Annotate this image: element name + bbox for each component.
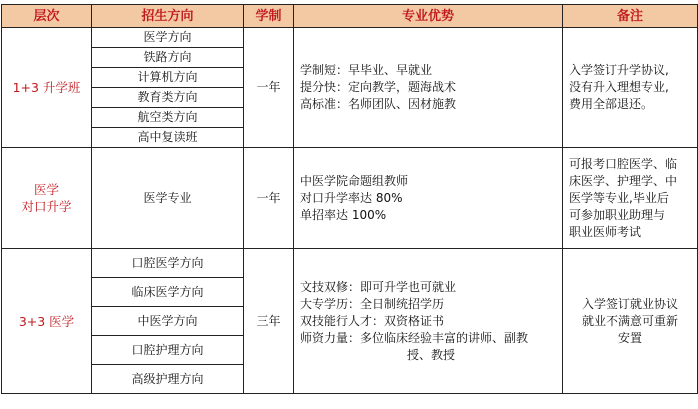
advantages-cell	[294, 249, 563, 394]
direction-cell: 计算机方向	[92, 68, 244, 88]
level-line: 对口升学	[21, 199, 72, 214]
notes-cell	[563, 148, 698, 249]
header-row	[2, 5, 698, 28]
note-line: 没有升入理想专业,	[569, 80, 669, 94]
level-cell: 1+3 升学班	[2, 28, 92, 148]
advantage-line: 中医学院命题组教师	[300, 173, 409, 188]
level-line: 医学	[33, 182, 59, 197]
direction-cell: 口腔护理方向	[92, 336, 244, 365]
direction-cell: 医学专业	[92, 148, 244, 249]
advantage-line: 对口升学率达 80%	[300, 190, 403, 205]
duration-cell: 一年	[244, 148, 294, 249]
direction-cell: 铁路方向	[92, 48, 244, 68]
note-line: 可报考口腔医学、临	[569, 156, 678, 171]
advantage-line: 双技能行人才：双资格证书	[300, 313, 445, 328]
direction-cell: 医学方向	[92, 28, 244, 48]
header-advantages: 专业优势	[294, 5, 563, 28]
note-line: 入学签订就业协议	[581, 296, 678, 311]
note-line: 职业医师考试	[569, 224, 642, 239]
direction-cell: 教育类方向	[92, 88, 244, 108]
advantage-line: 授、教授	[406, 347, 455, 362]
advantage-line: 师资力量：多位临床经验丰富的讲师、副教	[300, 330, 529, 345]
header-level: 层次	[2, 5, 92, 28]
notes-cell	[563, 249, 698, 394]
header-direction: 招生方向	[92, 5, 244, 28]
direction-cell: 口腔医学方向	[92, 249, 244, 278]
note-line: 床医学、护理学、中	[569, 173, 678, 188]
table-row	[2, 249, 698, 278]
direction-cell: 航空类方向	[92, 108, 244, 128]
advantage-line: 学制短：早毕业、早就业	[300, 63, 433, 77]
note-line: 安置	[617, 330, 642, 345]
duration-cell: 一年	[244, 28, 294, 148]
advantages-cell	[294, 28, 563, 148]
note-line: 可参加职业助理与	[569, 207, 666, 222]
advantage-line: 高标准：名师团队、因材施教	[300, 97, 457, 111]
note-line: 医学等专业,毕业后	[569, 190, 669, 205]
table-row	[2, 28, 698, 48]
advantage-line: 单招率达 100%	[300, 207, 387, 222]
note-line: 费用全部退还。	[569, 97, 654, 111]
table-row	[2, 148, 698, 249]
duration-cell: 三年	[244, 249, 294, 394]
direction-cell: 中医学方向	[92, 307, 244, 336]
level-cell	[2, 148, 92, 249]
enrollment-table	[1, 4, 698, 394]
note-line: 入学签订升学协议,	[569, 63, 669, 77]
advantage-line: 文技双修：即可升学也可就业	[300, 279, 457, 294]
advantages-cell	[294, 148, 563, 249]
notes-cell	[563, 28, 698, 148]
direction-cell: 高级护理方向	[92, 365, 244, 394]
note-line: 就业不满意可重新	[581, 313, 678, 328]
advantage-line: 大专学历：全日制统招学历	[300, 296, 445, 311]
header-duration: 学制	[244, 5, 294, 28]
level-cell: 3+3 医学	[2, 249, 92, 394]
direction-cell: 临床医学方向	[92, 278, 244, 307]
advantage-line: 提分快：定向教学，题海战术	[300, 80, 457, 94]
direction-cell: 高中复读班	[92, 128, 244, 148]
header-notes: 备注	[563, 5, 698, 28]
